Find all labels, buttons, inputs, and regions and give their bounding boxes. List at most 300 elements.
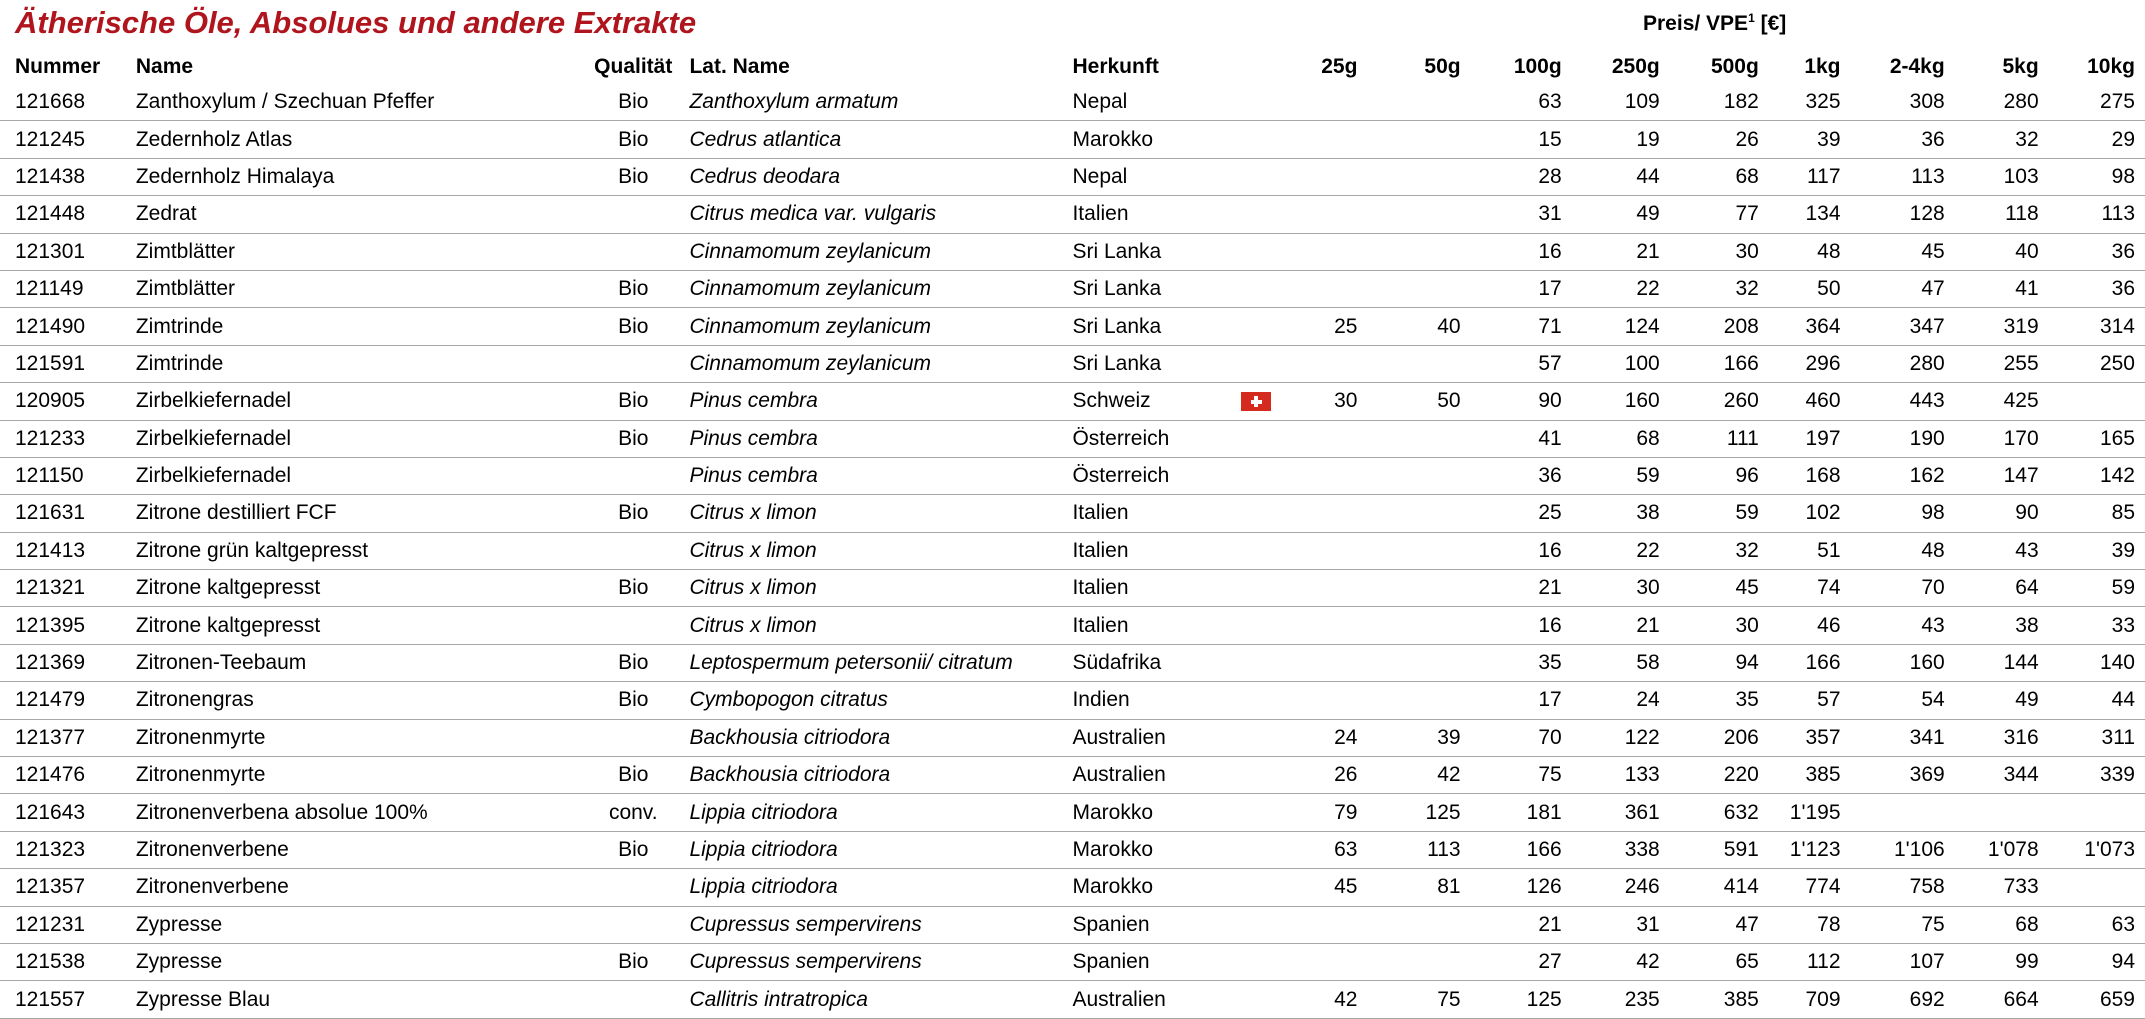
price-header-unit: [€] xyxy=(1760,12,1787,35)
quality-cell xyxy=(577,345,689,382)
price-cell: 220 xyxy=(1660,757,1759,794)
quality-cell xyxy=(577,457,689,494)
price-cell: 42 xyxy=(1357,757,1460,794)
product-name-cell: Zitronen-Teebaum xyxy=(136,644,577,681)
price-cell: 59 xyxy=(1660,495,1759,532)
quality-cell: Bio xyxy=(577,158,689,195)
price-cell: 39 xyxy=(2039,532,2145,569)
origin-cell: Marokko xyxy=(1072,831,1241,868)
price-cell: 128 xyxy=(1841,196,1945,233)
article-number-cell: 121438 xyxy=(0,158,136,195)
price-cell: 165 xyxy=(2039,420,2145,457)
page-title: Ätherische Öle, Absolues und andere Extrakte xyxy=(15,5,697,40)
price-cell: 160 xyxy=(1562,383,1660,420)
quality-cell: Bio xyxy=(577,644,689,681)
price-cell: 125 xyxy=(1357,794,1460,831)
price-cell xyxy=(1357,906,1460,943)
price-cell: 168 xyxy=(1759,457,1841,494)
latin-name-cell: Cupressus sempervirens xyxy=(689,943,1072,980)
price-cell: 133 xyxy=(1562,757,1660,794)
price-cell: 311 xyxy=(2039,719,2145,756)
price-cell: 43 xyxy=(1841,607,1945,644)
quality-cell: Bio xyxy=(577,682,689,719)
price-cell: 36 xyxy=(1841,121,1945,158)
quality-cell xyxy=(577,869,689,906)
price-cell: 385 xyxy=(1660,981,1759,1018)
price-cell: 31 xyxy=(1562,906,1660,943)
article-number-cell: 121377 xyxy=(0,719,136,756)
latin-name-cell: Cedrus atlantica xyxy=(689,121,1072,158)
latin-name-cell: Citrus x limon xyxy=(689,532,1072,569)
origin-cell: Südafrika xyxy=(1072,644,1241,681)
article-number-cell: 121150 xyxy=(0,457,136,494)
price-cell xyxy=(1357,196,1460,233)
price-cell: 29 xyxy=(2039,121,2145,158)
price-cell: 250 xyxy=(2039,345,2145,382)
price-cell: 40 xyxy=(1357,308,1460,345)
col-header-qualitaet: Qualität xyxy=(594,55,673,78)
price-cell: 36 xyxy=(1461,457,1562,494)
col-header-size: 25g xyxy=(1321,55,1358,78)
price-cell: 68 xyxy=(1562,420,1660,457)
price-cell: 41 xyxy=(1945,270,2039,307)
latin-name-cell: Lippia citriodora xyxy=(689,831,1072,868)
price-cell: 47 xyxy=(1841,270,1945,307)
price-cell: 64 xyxy=(1945,570,2039,607)
table-row xyxy=(0,794,2145,831)
price-cell: 122 xyxy=(1562,719,1660,756)
latin-name-cell: Citrus x limon xyxy=(689,607,1072,644)
price-cell: 98 xyxy=(1841,495,1945,532)
price-cell: 24 xyxy=(1562,682,1660,719)
price-cell: 59 xyxy=(1562,457,1660,494)
price-cell: 21 xyxy=(1562,233,1660,270)
product-name-cell: Zedernholz Atlas xyxy=(136,121,577,158)
product-name-cell: Zitronenmyrte xyxy=(136,719,577,756)
table-row xyxy=(0,644,2145,681)
price-cell: 111 xyxy=(1660,420,1759,457)
article-number-cell: 120905 xyxy=(0,383,136,420)
price-cell: 117 xyxy=(1759,158,1841,195)
price-cell: 15 xyxy=(1461,121,1562,158)
latin-name-cell: Cupressus sempervirens xyxy=(689,906,1072,943)
price-cell: 344 xyxy=(1945,757,2039,794)
price-cell xyxy=(1357,644,1460,681)
price-cell: 774 xyxy=(1759,869,1841,906)
price-cell xyxy=(1357,607,1460,644)
price-cell: 632 xyxy=(1660,794,1759,831)
price-cell: 100 xyxy=(1562,345,1660,382)
price-cell: 39 xyxy=(1759,121,1841,158)
price-cell: 58 xyxy=(1562,644,1660,681)
price-cell: 255 xyxy=(1945,345,2039,382)
price-cell: 59 xyxy=(2039,570,2145,607)
price-cell xyxy=(1242,158,1357,195)
col-header-size: 50g xyxy=(1424,55,1461,78)
price-cell: 45 xyxy=(1660,570,1759,607)
quality-cell xyxy=(577,196,689,233)
price-cell xyxy=(1242,457,1357,494)
price-cell xyxy=(1242,607,1357,644)
price-cell: 113 xyxy=(2039,196,2145,233)
price-cell: 40 xyxy=(1945,233,2039,270)
price-cell: 361 xyxy=(1562,794,1660,831)
price-cell: 32 xyxy=(1660,532,1759,569)
price-cell: 71 xyxy=(1461,308,1562,345)
product-name-cell: Zitronenverbene xyxy=(136,831,577,868)
origin-cell: Indien xyxy=(1072,682,1241,719)
price-cell: 275 xyxy=(2039,84,2145,121)
latin-name-cell: Citrus x limon xyxy=(689,570,1072,607)
latin-name-cell: Backhousia citriodora xyxy=(689,757,1072,794)
table-row xyxy=(0,869,2145,906)
price-cell: 19 xyxy=(1562,121,1660,158)
price-cell: 30 xyxy=(1242,383,1357,420)
product-name-cell: Zitrone kaltgepresst xyxy=(136,607,577,644)
article-number-cell: 121668 xyxy=(0,84,136,121)
price-cell: 1'123 xyxy=(1759,831,1841,868)
article-number-cell: 121233 xyxy=(0,420,136,457)
article-number-cell: 121591 xyxy=(0,345,136,382)
price-cell: 126 xyxy=(1461,869,1562,906)
latin-name-cell: Citrus medica var. vulgaris xyxy=(689,196,1072,233)
latin-name-cell: Cinnamomum zeylanicum xyxy=(689,308,1072,345)
price-cell: 49 xyxy=(1562,196,1660,233)
col-header-size: 250g xyxy=(1611,55,1660,78)
footnote-marker: 1 xyxy=(1748,11,1755,25)
price-cell: 118 xyxy=(1945,196,2039,233)
price-cell: 235 xyxy=(1562,981,1660,1018)
table-row xyxy=(0,121,2145,158)
price-cell: 70 xyxy=(1841,570,1945,607)
price-cell xyxy=(1242,682,1357,719)
table-row xyxy=(0,943,2145,980)
origin-cell: Österreich xyxy=(1072,457,1241,494)
swiss-flag-icon xyxy=(1241,392,1271,411)
origin-cell: Marokko xyxy=(1072,121,1241,158)
price-header-label: Preis/ VPE xyxy=(1643,12,1749,35)
product-name-cell: Zypresse Blau xyxy=(136,981,577,1018)
price-cell xyxy=(1242,943,1357,980)
price-cell: 45 xyxy=(1841,233,1945,270)
latin-name-cell: Pinus cembra xyxy=(689,420,1072,457)
price-cell: 63 xyxy=(1461,84,1562,121)
price-table xyxy=(0,50,2145,1019)
quality-cell: Bio xyxy=(577,495,689,532)
price-cell xyxy=(1357,570,1460,607)
latin-name-cell: Zanthoxylum armatum xyxy=(689,84,1072,121)
price-cell: 460 xyxy=(1759,383,1841,420)
latin-name-cell: Pinus cembra xyxy=(689,457,1072,494)
origin-cell: Schweiz xyxy=(1072,383,1241,420)
price-cell: 314 xyxy=(2039,308,2145,345)
table-row xyxy=(0,196,2145,233)
price-cell: 1'078 xyxy=(1945,831,2039,868)
latin-name-cell: Callitris intratropica xyxy=(689,981,1072,1018)
origin-cell: Australien xyxy=(1072,757,1241,794)
price-cell: 385 xyxy=(1759,757,1841,794)
price-cell xyxy=(1242,233,1357,270)
price-cell: 664 xyxy=(1945,981,2039,1018)
latin-name-cell: Pinus cembra xyxy=(689,383,1072,420)
quality-cell xyxy=(577,906,689,943)
price-cell: 35 xyxy=(1660,682,1759,719)
price-cell: 47 xyxy=(1660,906,1759,943)
table-row xyxy=(0,532,2145,569)
price-cell xyxy=(1242,495,1357,532)
price-cell: 78 xyxy=(1759,906,1841,943)
table-row xyxy=(0,570,2145,607)
price-cell: 33 xyxy=(2039,607,2145,644)
price-cell: 325 xyxy=(1759,84,1841,121)
col-header-herkunft: Herkunft xyxy=(1072,55,1159,78)
price-cell: 75 xyxy=(1357,981,1460,1018)
price-cell: 125 xyxy=(1461,981,1562,1018)
price-cell: 113 xyxy=(1357,831,1460,868)
origin-cell: Marokko xyxy=(1072,869,1241,906)
price-cell: 49 xyxy=(1945,682,2039,719)
price-cell: 692 xyxy=(1841,981,1945,1018)
table-row xyxy=(0,757,2145,794)
price-cell xyxy=(1357,420,1460,457)
quality-cell xyxy=(577,532,689,569)
price-cell: 42 xyxy=(1562,943,1660,980)
price-cell: 36 xyxy=(2039,270,2145,307)
price-cell: 733 xyxy=(1945,869,2039,906)
quality-cell: Bio xyxy=(577,831,689,868)
price-cell: 50 xyxy=(1357,383,1460,420)
price-cell: 357 xyxy=(1759,719,1841,756)
product-name-cell: Zedernholz Himalaya xyxy=(136,158,577,195)
article-number-cell: 121557 xyxy=(0,981,136,1018)
price-cell xyxy=(1945,794,2039,831)
price-cell xyxy=(1242,196,1357,233)
article-number-cell: 121631 xyxy=(0,495,136,532)
price-cell: 425 xyxy=(1945,383,2039,420)
price-cell: 63 xyxy=(1242,831,1357,868)
product-name-cell: Zimtrinde xyxy=(136,308,577,345)
article-number-cell: 121476 xyxy=(0,757,136,794)
price-cell: 65 xyxy=(1660,943,1759,980)
quality-cell: Bio xyxy=(577,757,689,794)
price-cell: 280 xyxy=(1841,345,1945,382)
price-cell: 659 xyxy=(2039,981,2145,1018)
table-row xyxy=(0,457,2145,494)
table-row xyxy=(0,84,2145,121)
price-cell: 77 xyxy=(1660,196,1759,233)
table-row xyxy=(0,233,2145,270)
table-row xyxy=(0,981,2145,1018)
price-cell: 48 xyxy=(1841,532,1945,569)
price-cell: 94 xyxy=(1660,644,1759,681)
col-header-nummer: Nummer xyxy=(15,55,101,78)
price-cell: 190 xyxy=(1841,420,1945,457)
table-row xyxy=(0,308,2145,345)
article-number-cell: 121448 xyxy=(0,196,136,233)
price-cell: 75 xyxy=(1841,906,1945,943)
price-cell xyxy=(1357,270,1460,307)
article-number-cell: 121231 xyxy=(0,906,136,943)
quality-cell: Bio xyxy=(577,943,689,980)
col-header-size: 500g xyxy=(1710,55,1759,78)
price-cell: 75 xyxy=(1461,757,1562,794)
product-name-cell: Zimtblätter xyxy=(136,270,577,307)
col-header-size: 2-4kg xyxy=(1889,55,1945,78)
price-cell: 280 xyxy=(1945,84,2039,121)
quality-cell: Bio xyxy=(577,121,689,158)
quality-cell: Bio xyxy=(577,383,689,420)
product-name-cell: Zirbelkiefernadel xyxy=(136,420,577,457)
table-row xyxy=(0,719,2145,756)
price-cell: 316 xyxy=(1945,719,2039,756)
price-cell: 1'106 xyxy=(1841,831,1945,868)
price-cell: 319 xyxy=(1945,308,2039,345)
price-cell: 26 xyxy=(1660,121,1759,158)
quality-cell: Bio xyxy=(577,84,689,121)
price-cell xyxy=(1357,121,1460,158)
price-cell: 1'195 xyxy=(1759,794,1841,831)
table-row xyxy=(0,607,2145,644)
price-cell: 31 xyxy=(1461,196,1562,233)
price-cell: 443 xyxy=(1841,383,1945,420)
price-cell: 103 xyxy=(1945,158,2039,195)
price-cell: 35 xyxy=(1461,644,1562,681)
table-row xyxy=(0,831,2145,868)
latin-name-cell: Lippia citriodora xyxy=(689,794,1072,831)
table-row xyxy=(0,345,2145,382)
col-header-size: 100g xyxy=(1513,55,1562,78)
price-cell: 30 xyxy=(1562,570,1660,607)
price-cell: 51 xyxy=(1759,532,1841,569)
price-cell: 591 xyxy=(1660,831,1759,868)
price-cell: 57 xyxy=(1759,682,1841,719)
col-header-size: 10kg xyxy=(2087,55,2135,78)
price-cell: 17 xyxy=(1461,682,1562,719)
product-name-cell: Zitronenverbene xyxy=(136,869,577,906)
price-header xyxy=(1643,11,1786,36)
price-cell: 74 xyxy=(1759,570,1841,607)
article-number-cell: 121490 xyxy=(0,308,136,345)
price-cell: 45 xyxy=(1242,869,1357,906)
origin-cell: Australien xyxy=(1072,981,1241,1018)
latin-name-cell: Backhousia citriodora xyxy=(689,719,1072,756)
price-cell: 166 xyxy=(1759,644,1841,681)
price-cell xyxy=(2039,794,2145,831)
quality-cell: Bio xyxy=(577,308,689,345)
price-cell: 338 xyxy=(1562,831,1660,868)
price-cell xyxy=(1242,906,1357,943)
col-header-lat-name: Lat. Name xyxy=(689,55,790,78)
article-number-cell: 121369 xyxy=(0,644,136,681)
price-cell xyxy=(1357,457,1460,494)
price-cell: 182 xyxy=(1660,84,1759,121)
price-cell: 246 xyxy=(1562,869,1660,906)
price-cell: 25 xyxy=(1461,495,1562,532)
price-cell: 1'073 xyxy=(2039,831,2145,868)
col-header-size: 1kg xyxy=(1804,55,1841,78)
product-name-cell: Zirbelkiefernadel xyxy=(136,457,577,494)
price-cell: 758 xyxy=(1841,869,1945,906)
price-cell: 32 xyxy=(1660,270,1759,307)
table-row xyxy=(0,383,2145,420)
price-cell: 22 xyxy=(1562,532,1660,569)
latin-name-cell: Cymbopogon citratus xyxy=(689,682,1072,719)
price-cell: 26 xyxy=(1242,757,1357,794)
origin-cell: Sri Lanka xyxy=(1072,233,1241,270)
quality-cell: conv. xyxy=(577,794,689,831)
price-cell xyxy=(1357,682,1460,719)
price-cell: 414 xyxy=(1660,869,1759,906)
col-header-size: 5kg xyxy=(2002,55,2039,78)
article-number-cell: 121149 xyxy=(0,270,136,307)
origin-cell: Spanien xyxy=(1072,943,1241,980)
price-cell: 102 xyxy=(1759,495,1841,532)
product-name-cell: Zypresse xyxy=(136,943,577,980)
latin-name-cell: Cinnamomum zeylanicum xyxy=(689,270,1072,307)
table-row xyxy=(0,682,2145,719)
price-cell: 48 xyxy=(1759,233,1841,270)
price-cell: 369 xyxy=(1841,757,1945,794)
price-cell: 68 xyxy=(1660,158,1759,195)
table-row xyxy=(0,158,2145,195)
product-name-cell: Zedrat xyxy=(136,196,577,233)
price-cell: 296 xyxy=(1759,345,1841,382)
price-cell xyxy=(1242,420,1357,457)
price-cell: 30 xyxy=(1660,607,1759,644)
price-cell: 206 xyxy=(1660,719,1759,756)
price-cell xyxy=(2039,383,2145,420)
price-cell: 38 xyxy=(1562,495,1660,532)
price-cell: 109 xyxy=(1562,84,1660,121)
price-cell xyxy=(1242,270,1357,307)
price-cell: 308 xyxy=(1841,84,1945,121)
price-cell: 144 xyxy=(1945,644,2039,681)
price-cell xyxy=(1242,345,1357,382)
product-name-cell: Zitrone destilliert FCF xyxy=(136,495,577,532)
origin-cell: Italien xyxy=(1072,196,1241,233)
price-cell: 21 xyxy=(1461,906,1562,943)
quality-cell: Bio xyxy=(577,270,689,307)
price-cell: 39 xyxy=(1357,719,1460,756)
price-cell: 70 xyxy=(1461,719,1562,756)
price-cell: 41 xyxy=(1461,420,1562,457)
price-cell: 107 xyxy=(1841,943,1945,980)
price-cell: 99 xyxy=(1945,943,2039,980)
price-cell: 27 xyxy=(1461,943,1562,980)
origin-cell: Spanien xyxy=(1072,906,1241,943)
price-cell: 44 xyxy=(2039,682,2145,719)
latin-name-cell: Citrus x limon xyxy=(689,495,1072,532)
price-cell xyxy=(1242,121,1357,158)
price-cell xyxy=(1357,532,1460,569)
price-cell: 124 xyxy=(1562,308,1660,345)
price-cell: 85 xyxy=(2039,495,2145,532)
price-cell: 166 xyxy=(1461,831,1562,868)
price-cell: 181 xyxy=(1461,794,1562,831)
product-name-cell: Zitrone grün kaltgepresst xyxy=(136,532,577,569)
price-cell: 17 xyxy=(1461,270,1562,307)
price-cell xyxy=(1357,158,1460,195)
price-cell: 142 xyxy=(2039,457,2145,494)
table-row xyxy=(0,420,2145,457)
origin-cell: Sri Lanka xyxy=(1072,270,1241,307)
latin-name-cell: Cedrus deodara xyxy=(689,158,1072,195)
price-cell: 21 xyxy=(1562,607,1660,644)
price-cell: 38 xyxy=(1945,607,2039,644)
origin-cell: Italien xyxy=(1072,570,1241,607)
latin-name-cell: Cinnamomum zeylanicum xyxy=(689,345,1072,382)
quality-cell xyxy=(577,607,689,644)
